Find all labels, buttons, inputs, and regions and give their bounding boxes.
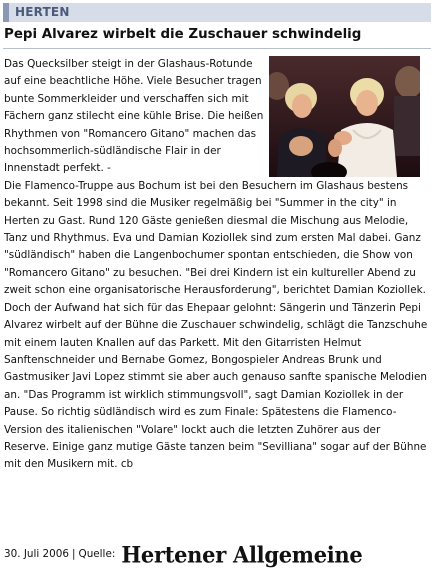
article-date: 30. Juli 2006	[4, 548, 69, 560]
article-intro: Das Quecksilber steigt in der Glashaus-Rotunde auf eine beachtliche Höhe. Viele Besucher tragen bunte Sommerkleider und verschaffen sich mit Fächern ganz stilecht eine kühle Brise. Die heißen Rhythmen von "Romancero Gitano" machen das hochsommerlich-südländische Flair in der Innenstadt perfekt. -	[4, 58, 264, 175]
headline-divider	[3, 48, 431, 49]
article-paragraph: Doch der Aufwand hat sich für das Ehepaar gelohnt: Sängerin und Tänzerin Pepi Alvarez wirbelt auf der Bühne die Zuschauer schwindelig, schlägt die Tanzschuhe mit einem lauten Knallen auf das Parkett. Mit den Gitarristen Helmut Sanftenschneider und Bernabe Gomez, Bongospieler Andreas Brunk und Gastmusiker Javi Lopez stimmt sie aber auch genauso sanfte spanische Melodien an. "Das Programm ist wirklich stimmungsvoll", sagt Damian Koziollek in der Pause. So richtig südländisch wird es zum Finale: Spätestens die Flamenco-Version des italienischen "Volare" lockt auch die letzten Zuhörer aus der Reserve. Einige ganz mutige Gäste tanzen beim "Sevilliana" sogar auf der Bühne mit den Musikern mit. cb	[4, 301, 428, 471]
source-label: Quelle:	[78, 548, 116, 560]
article-footer	[4, 534, 430, 574]
article-paragraph: Die Flamenco-Truppe aus Bochum ist bei den Besuchern im Glashaus bestens bekannt. Seit 1998 sind die Musiker regelmäßig bei "Summer in the city" in Herten zu Gast. Rund 120 Gäste genießen diesmal die Mischung aus Melodie, Tanz und Rhythmus. Eva und Damian Koziollek sind zum ersten Mal dabei. Ganz "südländisch" haben die Langenbochumer spontan entschieden, die Show von "Romancero Gitano" zu besuchen. "Bei drei Kindern ist ein kultureller Abend zu zweit schon eine organisatorische Herausforderung", berichtet Damian Koziollek.	[4, 179, 426, 297]
article-headline: Pepi Alvarez wirbelt die Zuschauer schwindelig	[4, 27, 362, 42]
footer-separator: |	[72, 548, 76, 560]
article-body	[4, 56, 428, 474]
newspaper-logo[interactable]: Hertener Allgemeine	[121, 540, 363, 568]
section-label: HERTEN	[3, 3, 431, 22]
